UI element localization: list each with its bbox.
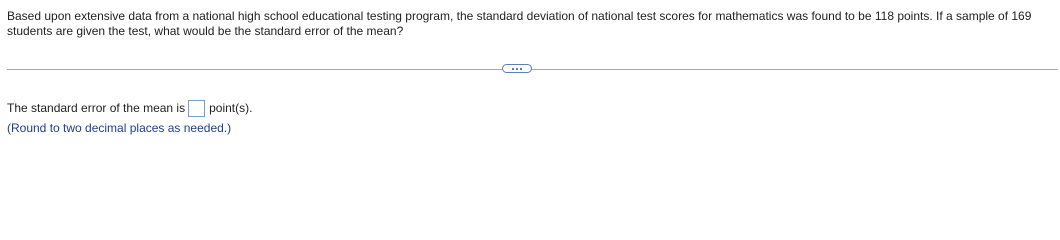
- question-text: Based upon extensive data from a national high school educational testing program, the standard deviation of national test scores for mathematics was found to be 118 points. If a sample of 169 students are given the test, what would be the standard error of the mean?: [7, 9, 1032, 38]
- section-divider: [0, 63, 1060, 77]
- answer-prefix-label: The standard error of the mean is: [7, 101, 186, 115]
- ellipsis-icon: [512, 68, 522, 70]
- standard-error-input[interactable]: [188, 100, 205, 117]
- divider-line: [7, 69, 1058, 70]
- answer-line: [7, 99, 252, 117]
- answer-unit-label: point(s).: [209, 101, 253, 115]
- rounding-hint: (Round to two decimal places as needed.): [7, 121, 232, 135]
- more-options-button[interactable]: [502, 64, 532, 73]
